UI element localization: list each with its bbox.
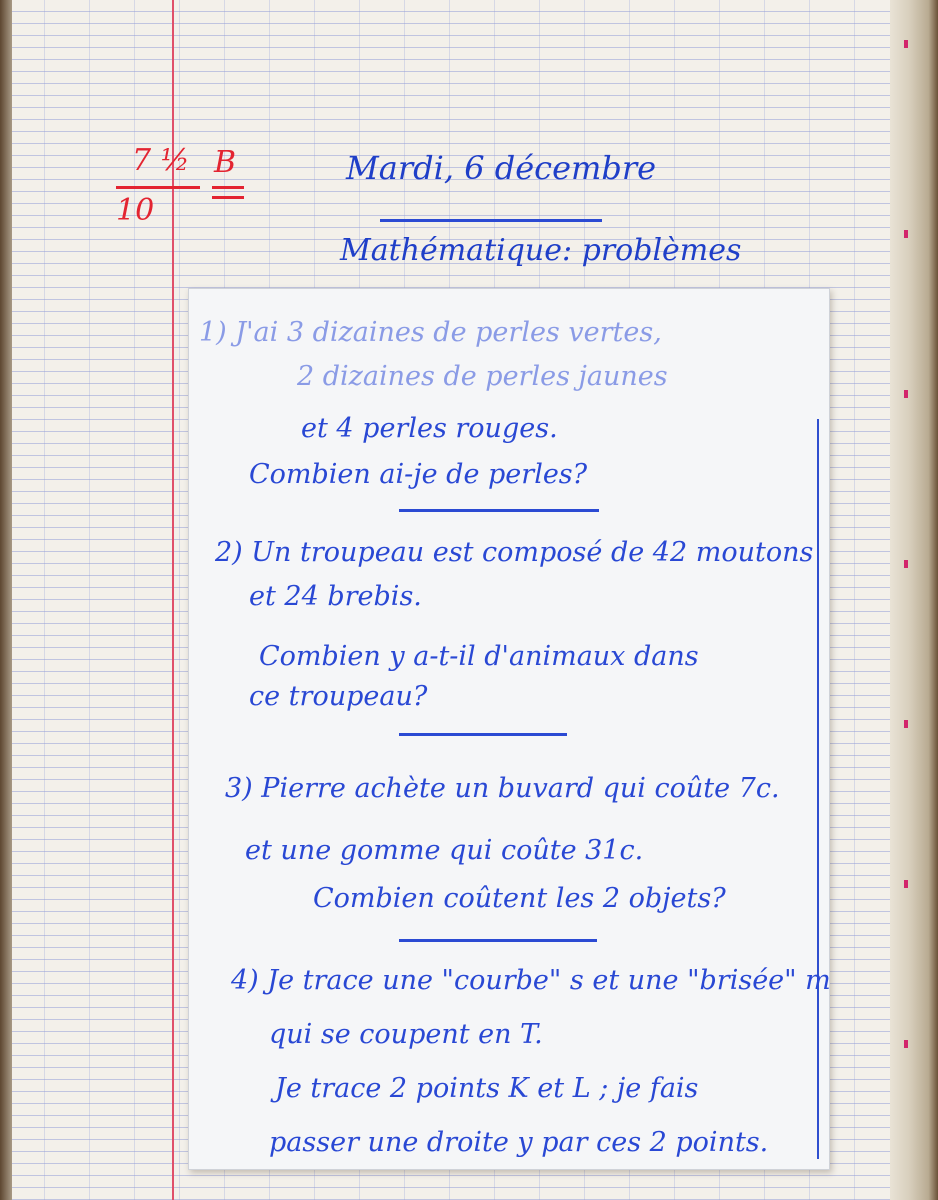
- edge-mark: [904, 720, 908, 728]
- problem-separator: [399, 733, 567, 736]
- grade-score: 7 ½: [132, 143, 190, 178]
- grade-letter-underline: [212, 186, 244, 189]
- problem-separator: [399, 939, 597, 942]
- problem-3-line: 3) Pierre achète un buvard qui coûte 7c.: [225, 773, 780, 804]
- problem-1-line: 2 dizaines de perles jaunes: [297, 361, 668, 392]
- grade-letter: B: [214, 145, 237, 180]
- problem-4-line: passer une droite y par ces 2 points.: [269, 1127, 769, 1158]
- edge-mark: [904, 560, 908, 568]
- problem-2-line: et 24 brebis.: [249, 581, 422, 612]
- edge-mark: [904, 1040, 908, 1048]
- edge-mark: [904, 230, 908, 238]
- sheet-border-line: [817, 419, 819, 1159]
- problem-1-line: et 4 perles rouges.: [301, 413, 558, 444]
- page-date: Mardi, 6 décembre: [346, 149, 657, 187]
- problem-2-question: Combien y a-t-il d'animaux dans: [259, 641, 699, 672]
- notebook-spine: [0, 0, 12, 1200]
- problem-4-line: Je trace 2 points K et L ; je fais: [275, 1073, 699, 1104]
- problem-1-line: 1) J'ai 3 dizaines de perles vertes,: [199, 317, 662, 348]
- grade-total: 10: [116, 193, 155, 228]
- edge-mark: [904, 880, 908, 888]
- page-subject: Mathématique: problèmes: [340, 233, 742, 268]
- problem-sheet: [188, 288, 830, 1170]
- problem-2-line: 2) Un troupeau est composé de 42 moutons: [215, 537, 814, 568]
- page-edge: [890, 0, 938, 1200]
- problem-2-question: ce troupeau?: [249, 681, 428, 712]
- problem-separator: [399, 509, 599, 512]
- grade-letter-underline: [212, 196, 244, 199]
- problem-4-line: 4) Je trace une "courbe" s et une "brisée" m: [231, 965, 831, 996]
- problem-3-line: et une gomme qui coûte 31c.: [245, 835, 644, 866]
- date-underline: [380, 219, 602, 222]
- margin-line: [172, 0, 174, 1200]
- problem-3-question: Combien coûtent les 2 objets?: [313, 883, 726, 914]
- edge-mark: [904, 390, 908, 398]
- edge-mark: [904, 40, 908, 48]
- grade-fraction-bar: [116, 186, 200, 189]
- problem-1-question: Combien ai-je de perles?: [249, 459, 588, 490]
- problem-4-line: qui se coupent en T.: [269, 1019, 543, 1050]
